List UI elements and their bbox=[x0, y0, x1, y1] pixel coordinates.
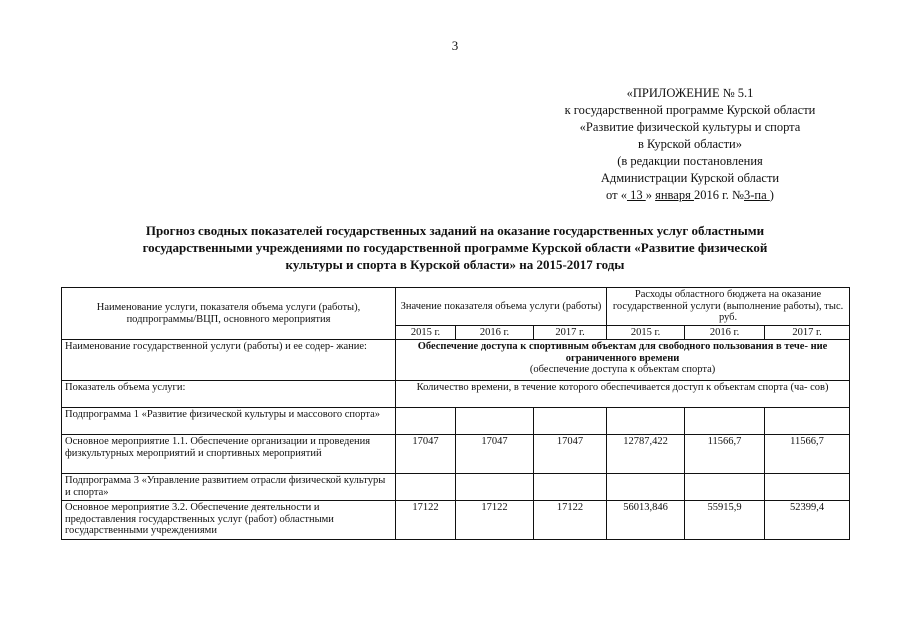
header-year: 2015 г. bbox=[607, 325, 685, 340]
appendix-line: Администрации Курской области bbox=[600, 171, 780, 185]
header-value-group: Значение показателя объема услуги (работы) bbox=[396, 288, 607, 326]
title-line: культуры и спорта в Курской области» на 2015-2017 годы bbox=[285, 257, 625, 272]
appendix-line: в Курской области» bbox=[637, 137, 742, 151]
header-year: 2016 г. bbox=[456, 325, 534, 340]
cell bbox=[685, 474, 765, 501]
cell: 56013,846 bbox=[607, 501, 685, 540]
cell: 17047 bbox=[456, 435, 534, 474]
cell: 17122 bbox=[534, 501, 607, 540]
row-label: Основное мероприятие 1.1. Обеспечение организации и проведения физкультурных мероприятий и спортивных мероприятий bbox=[62, 435, 396, 474]
title-line: Прогноз сводных показателей государственных заданий на оказание государственных услуг областными bbox=[145, 223, 765, 238]
indicator-label: Показатель объема услуги: bbox=[62, 381, 396, 408]
date-sep: » bbox=[645, 188, 652, 202]
title-line: государственными учреждениями по государственной программе Курской области «Развитие физической bbox=[142, 240, 768, 255]
header-year: 2016 г. bbox=[685, 325, 765, 340]
cell: 17047 bbox=[396, 435, 456, 474]
service-name-row bbox=[62, 340, 850, 381]
cell: 11566,7 bbox=[765, 435, 850, 474]
table-row bbox=[62, 474, 850, 501]
cell bbox=[456, 474, 534, 501]
date-year: 2016 г. № bbox=[693, 188, 744, 202]
appendix-line: «Развитие физической культуры и спорта bbox=[579, 120, 801, 134]
cell bbox=[765, 474, 850, 501]
header-year: 2017 г. bbox=[534, 325, 607, 340]
service-name-content bbox=[396, 340, 850, 381]
cell: 17122 bbox=[396, 501, 456, 540]
service-content-bold: Обеспечение доступа к спортивным объектам для свободного пользования в тече- ние ограниченного времени bbox=[417, 341, 828, 364]
cell bbox=[534, 408, 607, 435]
table-header-row bbox=[62, 288, 850, 326]
service-name-label: Наименование государственной услуги (работы) и ее содер- жание: bbox=[62, 340, 396, 381]
indicator-content: Количество времени, в течение которого обеспечивается доступ к объектам спорта (ча- сов) bbox=[396, 381, 850, 408]
table-row bbox=[62, 501, 850, 540]
date-month: января bbox=[655, 188, 694, 202]
cell bbox=[396, 408, 456, 435]
cell bbox=[534, 474, 607, 501]
cell: 17047 bbox=[534, 435, 607, 474]
cell: 11566,7 bbox=[685, 435, 765, 474]
header-name-column: Наименование услуги, показателя объема услуги (работы), подпрограммы/ВЦП, основного мероприятия bbox=[62, 288, 396, 340]
cell bbox=[685, 408, 765, 435]
row-label: Основное мероприятие 3.2. Обеспечение деятельности и предоставления государственных услуг (работ) областными государственными учреждениями bbox=[62, 501, 396, 540]
header-year: 2015 г. bbox=[396, 325, 456, 340]
header-year: 2017 г. bbox=[765, 325, 850, 340]
header-expense-group: Расходы областного бюджета на оказание государственной услуги (выполнение работы), тыс. руб. bbox=[607, 288, 850, 326]
date-day: 13 bbox=[626, 188, 646, 202]
cell bbox=[607, 474, 685, 501]
row-label: Подпрограмма 3 «Управление развитием отрасли физической культуры и спорта» bbox=[62, 474, 396, 501]
cell bbox=[607, 408, 685, 435]
appendix-header bbox=[520, 85, 860, 204]
table-row bbox=[62, 435, 850, 474]
table-row bbox=[62, 408, 850, 435]
row-label: Подпрограмма 1 «Развитие физической культуры и массового спорта» bbox=[62, 408, 396, 435]
forecast-table bbox=[61, 287, 850, 540]
appendix-date-line bbox=[520, 187, 860, 204]
service-content-sub: (обеспечение доступа к объектам спорта) bbox=[529, 364, 716, 375]
indicator-row bbox=[62, 381, 850, 408]
page-number: 3 bbox=[451, 38, 459, 53]
date-suffix: ) bbox=[769, 188, 774, 202]
appendix-line: «ПРИЛОЖЕНИЕ № 5.1 bbox=[626, 86, 754, 100]
cell bbox=[456, 408, 534, 435]
cell bbox=[765, 408, 850, 435]
document-title bbox=[80, 222, 830, 273]
cell: 52399,4 bbox=[765, 501, 850, 540]
cell: 55915,9 bbox=[685, 501, 765, 540]
appendix-line: (в редакции постановления bbox=[617, 154, 763, 168]
date-number: 3-па bbox=[744, 188, 770, 202]
cell: 17122 bbox=[456, 501, 534, 540]
cell bbox=[396, 474, 456, 501]
appendix-line: к государственной программе Курской области bbox=[564, 103, 816, 117]
cell: 12787,422 bbox=[607, 435, 685, 474]
date-prefix: от « bbox=[606, 188, 627, 202]
